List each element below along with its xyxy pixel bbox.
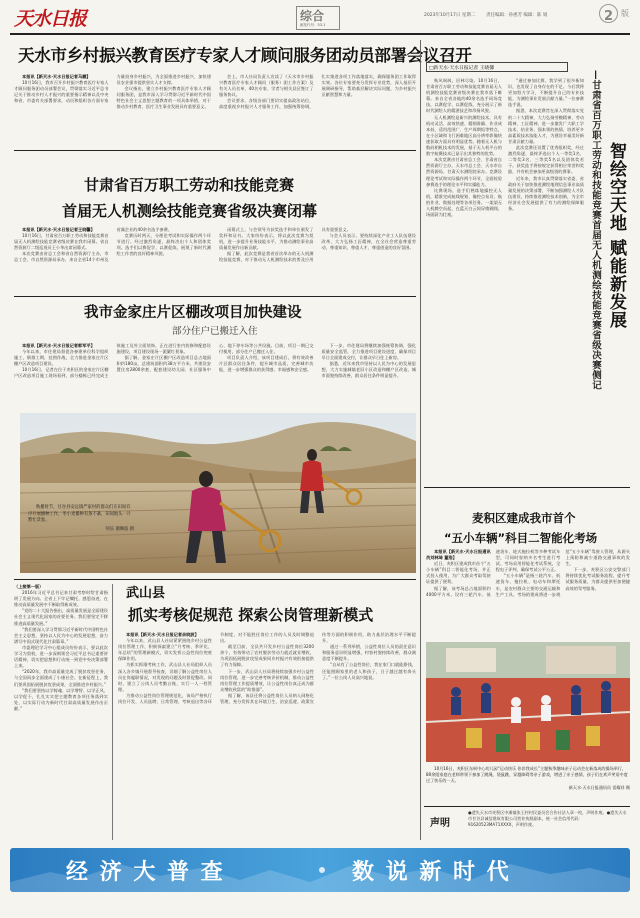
article-paragraph: 下一步，麦积区公安交警部门将持续优化考试服务流程，提升考试服务质量，为群众提供更加便捷高效的驾考服务。 <box>565 567 630 591</box>
photo-credit: 何乐 谢琳波 摄 <box>105 526 134 532</box>
right-byline: □新天水·天水日报记者 王晓馨 <box>429 66 495 71</box>
photo-caption-text: 10月16日，麦积区东柯中心幼儿园“运动快乐 你伴我成长”主题秋季趣味亲子运动会在新落成的操场举行，80余组家庭在老师带领下参加了跳绳、袋鼠跳、穿越障碍等亲子游戏，增进了亲子感情，孩子们在欢声笑语中度过了快乐的一天。 <box>426 766 628 783</box>
photo-kindergarten <box>426 642 630 762</box>
photo-credit: 新天水·天水日报通讯员 雷耀祥 摄 <box>568 785 630 790</box>
notice-title: 声明 <box>430 818 450 829</box>
article-paragraph: 今年以来，市住建局督促各参建单位科学组织施工，倒排工期，挂图作战，全力推进金家庄片区棚户区改造项目建设。 <box>14 349 109 367</box>
article-paragraph: 为推动公益性岗位管理规范化，该局严格执行岗位开发、人员选聘、日常管理、考核退出等各环节制度，对不能胜任岗位工作的人员及时调整退出。 <box>118 632 314 705</box>
issue-date: 2023年10月17日 星期二 <box>424 13 476 18</box>
article-maiji-body <box>426 549 630 639</box>
article-wushan-body <box>118 632 416 840</box>
article-byline: 本报讯【新天水·天水日报通讯员刘林琦 董浩】 <box>426 549 491 561</box>
article-paragraph: 10月16日，我市召开乡村振兴教育医疗专家人才顾问服务团动员部署会议，贯彻落实习近平总书记关于推动乡村人才振兴的重要指示精神以及中央和省、市委有关部署要求，动员和组织各方面专家力量投身乡村振兴，为全面推进乡村振兴、加快建设农业强市提供坚实人才支撑。 <box>14 74 211 104</box>
county-label: 武山县 <box>126 586 166 601</box>
continued-label: （上接第一版） <box>14 584 44 589</box>
article-paragraph: 据了解，该县还将公益性岗位人员纳入网格化管理，充分发挥其在环境卫生、治安巡逻、政策宣传等方面的积极作用，助力基层治理水平不断提升。 <box>220 632 416 705</box>
article-paragraph: 会议要求，各级各部门要切实提高政治站位，高度重视乡村振兴人才服务工作，加强统筹协调，扎实推进各项工作落地落实，确保服务团工作取得实效。各位专家要充分发挥专业优势，深入基层开展调研指导，帮助基层解决实际问题，为乡村振兴贡献智慧和力量。 <box>219 74 416 110</box>
article-paragraph: “我们要深入学习贯彻习近平新时代中国特色社会主义思想，坚持以人民为中心的发展思想，奋力谱写中国式现代化甘肃篇章。” <box>14 626 108 644</box>
article-paragraph: 与会人员表示，要持续深化产业工人队伍建设改革，大力弘扬工匠精神，在全社会营造尊重劳动、尊重知识、尊重人才、尊重创造的良好氛围。 <box>321 233 416 251</box>
article-paragraph: 此次竞赛还设置了优秀组织奖，经过激烈角逐，最终评选出个人一等奖1名、二等奖3名、三等奖5名以及团体奖若干。获奖选手将按规定获得相应荣誉和奖励，并有机会参加更高级别的赛事。 <box>508 145 584 175</box>
article-paragraph: 市委理论学习中心组成员纷纷表示，要以此次学习为契机，进一步深刻领会习近平总书记重要讲话精神，切实把思想和行动统一到党中央决策部署上来。 <box>14 644 108 669</box>
divider <box>424 806 630 807</box>
article-paragraph: “自从有了公益性岗位，我在家门口就能挣钱，还能照顾家里的老人和孩子，日子越过越有奔头了。”一位公岗人员高兴地说。 <box>322 662 416 680</box>
headline-competition-2: 首届无人机测绘技能竞赛省级决赛闭幕 <box>62 202 318 220</box>
headline-maiji-1: 麦积区建成我市首个 <box>472 511 576 525</box>
footer-banner <box>10 848 630 892</box>
page-label: 版 <box>621 9 629 18</box>
article-byline: 本报讯【新天水·天水日报记者余晓波】 <box>126 632 199 637</box>
column-divider <box>112 584 113 840</box>
article-paragraph: 今年以来，武山县人社局紧紧围绕乡村公益性岗位管理工作，积极探索建立“月考核、季评比、年总结”的管理新模式，切实发挥公益性岗位兜底保障作用。 <box>118 638 212 662</box>
divider <box>14 296 416 297</box>
photo-planting-image <box>20 413 416 573</box>
headline-wushan: 抓实考核促规范 探索公岗管理新模式 <box>128 606 374 624</box>
feature-subtitle-vertical: —甘肃省百万职工劳动和技能竞赛首届无人机测绘技能竞赛省级决赛侧记 <box>590 70 601 390</box>
page-number: 2 <box>603 9 614 24</box>
article-paragraph: 近日，麦积区建成我市首个“五小车辆”科目二智能化考场，并正式投入使用，为广大群众考取驾驶证提供了便利。 <box>426 561 491 585</box>
article-paragraph: “我们要坚持以学铸魂、以学增智、以学正风、以学促干，扎扎实实把主题教育各项任务落到实处，以实际行动为新时代甘肃高质量发展作出贡献。” <box>14 687 108 711</box>
article-paragraph: 本次竞赛由甘肃省总工会、甘肃省自然资源厅主办，天水市总工会、天水市自然资源局、甘肃天水测绘院承办。竞赛设理论考试和实际操作两个环节，全面检验参赛选手的理论水平和实操能力。 <box>426 157 502 187</box>
photo-caption-text: 秋播时节，甘谷县安远镇严家村的群众们在田间有序开展播种工作，冬小麦播种有条不紊，田间地头一片繁忙景象。 <box>28 505 132 523</box>
article-paragraph: 10月16日，记者在位于麦积区的金家庄片区棚户区改造项目施工现场看到，部分楼栋已经完成主体施工及外立面装饰，正在进行室内装修和配套设施建设，项目建设现场一派繁忙景象。 <box>14 343 211 379</box>
postal-code: 邮发代号：53-1 <box>300 23 326 27</box>
article-paragraph: 截至目前，全县共开发乡村公益性岗位3200余个，有效带动了农村脱贫劳动力就近就业增收，为巩固拓展脱贫攻坚成果同乡村振兴有效衔接提供了有力保障。 <box>220 644 314 668</box>
banner-text-right: 数 说 新 时 代 <box>352 860 511 885</box>
article-paragraph: 竞赛历时两天，分理论考试和实际操作两个环节进行。经过激烈角逐，最终决出个人和团体奖项。选手们以赛促学、以赛促练，展现了新时代测绘工作者的良好精神风貌。 <box>116 233 211 257</box>
headline-competition-1: 甘肃省百万职工劳动和技能竞赛 <box>84 176 295 194</box>
article-top-body <box>14 74 416 146</box>
article-paragraph: “2020年，我市高质量完成了脱贫攻坚任务，与全国同步全面建成了小康社会。在新征程上，我们要巩固拓展脱贫攻坚成果，全面推进乡村振兴。” <box>14 669 108 687</box>
feature-title-vertical: 智绘空天地 赋能新发展 <box>606 142 626 329</box>
main-column-divider <box>420 40 421 840</box>
article-paragraph: 通过一系列举措，公益性岗位人员的责任意识和服务意识明显增强，村容村貌持续改善，群众满意度不断提升。 <box>322 644 416 662</box>
article-paragraph: 闭幕式上，与会领导为获奖选手和单位颁发了奖杯和证书。大家纷纷表示，将以此次竞赛为契机，进一步提升业务技能水平，为推动测绘事业高质量发展作出新贡献。 <box>219 227 314 251</box>
article-paragraph: 近年来，我市认真贯彻落实省委、省政府关于加快推进测绘地理信息事业高质量发展的决策部署，不断加强测绘人才队伍建设，持续推进测绘技术创新，为全市经济社会发展提供了有力的测绘保障服务。 <box>508 175 584 211</box>
photo-planting <box>20 413 416 573</box>
article-byline: 本报讯【新天水·天水日报记者王晓馨】 <box>22 227 95 232</box>
subheadline-shantytown: 部分住户已搬迁入住 <box>172 326 258 337</box>
article-paragraph: 无人机测绘是新兴的测绘技术，具有机动灵活、高效快速、精细准确、作业成本低、适用范围广、生产周期短等特点，在小区域和飞行困难地区高分辨率影像快速获取方面具有明显优势。随着无人机与数码相机技术的发展，基于无人机平台的数字航摄技术已显示出其独特的优势。 <box>426 114 502 157</box>
page-number-badge <box>599 4 618 23</box>
article-competition-body <box>14 227 416 293</box>
article-paragraph: 项目负责人介绍，该项目建成后，将有效改善片区群众居住条件，提升城市品质，完善城市功能，进一步增强群众的获得感、幸福感和安全感。 <box>219 355 314 373</box>
article-paragraph: 会上，市人社局负责人宣读了《天水市乡村振兴教育医疗专家人才顾问（服务）团工作方案》及有关人员名单，40名专家、学者与相关县区签订了服务协议。 <box>219 74 314 98</box>
article-paragraph: 下一步，武山县人社局将持续加强乡村公益性岗位管理，进一步完善考核评价机制，推动公益性岗位管理工作提质增效，让公益性岗位真正成为群众增收致富的“助推器”。 <box>220 668 314 692</box>
article-paragraph: 本次竞赛由省总工会和省自然资源厅主办，市总工会、市自然资源局承办，来自全省14个市州及省属企业的40余名选手参赛。 <box>14 227 173 263</box>
section-name: 综合 <box>300 9 325 23</box>
photo-caption <box>28 505 134 533</box>
article-paragraph: 会议指出，建立乡村振兴教育医疗专家人才顾问服务团，是我市深入学习贯彻习近平新时代中国特色社会主义思想主题教育的一项具体举措，对于推动乡村教育、医疗卫生事业发展具有重要意义。 <box>116 86 211 110</box>
editor-info: 责任编辑：孙惠芳 编辑：陈 娟 <box>486 13 548 18</box>
photo-kindergarten-image <box>426 642 630 762</box>
divider <box>14 150 416 151</box>
article-paragraph: 据了解，该考场总占地面积约4000平方米，设有三轮汽车、低速货车、轮式拖拉机等多种考试车型，可同时容纳多名考生进行考试。考场采用智能化考试系统，全程电子评判，确保考试公平公正。 <box>426 549 561 597</box>
article-byline: 本报讯【新天水·天水日报记者马鹏】 <box>22 74 91 79</box>
article-paragraph: 秋风飒飒，层林尽染。10月16日，甘肃省百万职工劳动和技能竞赛首届无人机测绘技能竞赛省级决赛在我市落下帷幕。来自全省各地的40余名选手同场竞技，以赛促学、以赛促练，充分展示了新时代测绘人的精湛技艺和昂扬风貌。 <box>426 78 502 114</box>
article-paragraph: 据了解，金家庄片区棚户区改造项目总占地面积约180亩，总建筑面积约38万平方米，共建设安置住房2800余套，配套建设幼儿园、社区服务中心、地下停车场等公共设施。目前，项目一期已交付使用，部分住户已搬迁入住。 <box>116 343 314 373</box>
headline-shantytown: 我市金家庄片区棚改项目加快建设 <box>84 305 302 321</box>
headline-top: 天水市乡村振兴教育医疗专家人才顾问服务团动员部署会议召开 <box>18 46 472 65</box>
divider <box>424 487 630 488</box>
article-byline: 本报讯【新天水·天水日报记者郭军平】 <box>22 343 95 348</box>
article-paragraph: 2016年习近平总书记来甘肃考察时给甘肃指明了发展方向。全省上下牢记嘱托、感恩奋进，在推动高质量发展中不断取得新成效。 <box>14 590 108 608</box>
notice-text: ●遗失天水市麦积区中滩镇张王村村民委员会合作社法人章一枚，声明作废。●遗失天水市甘谷县诚信建筑有限公司营业执照副本，统一社会信用代码：91620523MA71XXXX，声明作废。 <box>468 810 627 827</box>
article-right-body <box>426 78 584 484</box>
headline-maiji-2: “五小车辆”科目二智能化考场 <box>444 531 598 545</box>
article-paragraph: 为抓实抓细考核工作，武山县人社局组织人员深入各乡镇开展督导检查，详细了解公益性岗位人员在岗履职情况，对发现的问题及时督促整改。同时，建立了公岗人员考勤台账，实行一人一档管理。 <box>118 662 212 692</box>
article-paragraph: “党的二十大报告指出，高质量发展是全面建设社会主义现代化国家的首要任务。我们要坚定不移推进高质量发展。” <box>14 608 108 626</box>
newspaper-logo: 天水日报 <box>14 8 87 30</box>
article-shantytown-body <box>14 343 416 409</box>
article-paragraph: 据悉，近年来我市坚持以人民为中心的发展思想，大力实施城镇老旧小区改造和棚户区改造，城市面貌持续改善，群众居住条件明显提升。 <box>321 361 416 379</box>
banner-text-left: 经 济 大 普 查 <box>66 860 225 885</box>
article-paragraph: “通过参加比赛，我学到了很多新知识，也发现了自身存在的不足。今后我将更加努力学习，不断提升自己的专业技能，为测绘事业发展贡献力量。”一位参赛选手说。 <box>508 78 584 108</box>
article-paragraph: 据了解，此次竞赛是我省首次举办的无人机测绘技能竞赛，对于推动无人机测绘技术的普及应用具有重要意义。 <box>219 227 351 263</box>
article-paragraph: 10月16日，甘肃省百万职工劳动和技能竞赛首届无人机测绘技能竞赛省级决赛在我市闭幕。省自然资源厅二级巡视员王小华出席闭幕式。 <box>14 233 109 251</box>
masthead-rule <box>10 33 630 35</box>
article-paragraph: 比赛现场，选手们熟练地操控无人机，精准完成航线规划、像控点布设、航拍作业、数据处理等各项任务。一架架无人机腾空而起，在蓝天白云间穿梭翱翔，场面蔚为壮观。 <box>426 187 502 218</box>
divider <box>14 579 416 580</box>
article-continued-body <box>14 584 108 840</box>
article-paragraph: “五小车辆”是指三轮汽车、低速货车、拖拉机、电动车和摩托车，是农村群众主要的交通运输和生产工具。考场的建成将进一步规范“五小车辆”驾驶人管理，从源头上预防和减少道路交通事故的发生。 <box>495 549 630 597</box>
article-paragraph: 下一步，市住建局将继续加强统筹协调，强化质量安全监管，全力推进项目建设进度，确保项目早日全面建成交付，让群众早日住上新房。 <box>321 343 416 361</box>
photo-caption-kindergarten <box>426 766 630 791</box>
article-paragraph: 据悉，本次竞赛旨在深入贯彻落实党的二十大精神，大力弘扬劳模精神、劳动精神、工匠精神，进一步激发广大职工学技术、钻业务、强本领的热情，培养更多高素质技术技能人才，为建设幸福美好新甘肃贡献力量。 <box>508 108 584 144</box>
